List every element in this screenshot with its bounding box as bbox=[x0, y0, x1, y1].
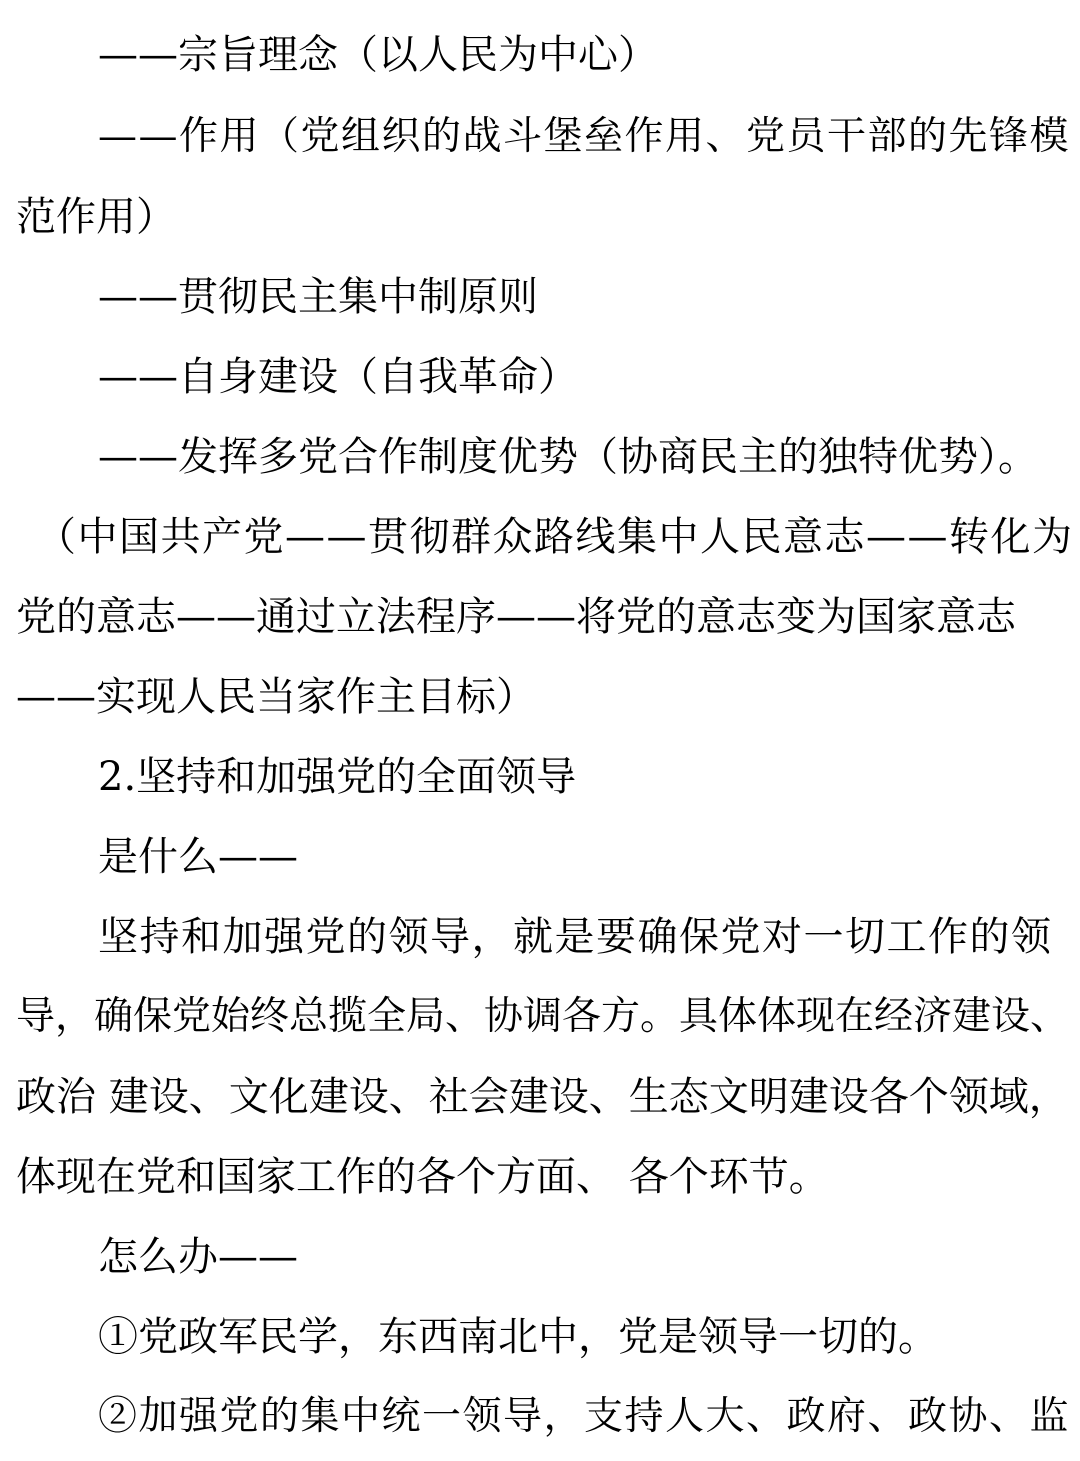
text-line-leadership-2: 导，确保党始终总揽全局、协调各方。具体体现在经济建设、 bbox=[16, 994, 1070, 1039]
text-line-democratic-centralism: ——贯彻民主集中制原则 bbox=[98, 274, 538, 320]
list-item-2: ②加强党的集中统一领导，支持人大、政府、政协、监 bbox=[98, 1394, 1071, 1439]
text-line-mission: ——宗旨理念（以人民为中心） bbox=[98, 32, 658, 78]
text-line-self-building: ——自身建设（自我革命） bbox=[98, 354, 578, 400]
text-line-leadership-3: 政治 建设、文化建设、社会建设、生态文明建设各个领域， bbox=[16, 1074, 1069, 1120]
text-line-leadership-4: 体现在党和国家工作的各个方面、 各个环节。 bbox=[16, 1154, 829, 1200]
subheading-what: 是什么—— bbox=[98, 834, 298, 880]
text-line-process-1: （中国共产党——贯彻群众路线集中人民意志——转化为 bbox=[36, 514, 1074, 560]
text-line-role: ——作用（党组织的战斗堡垒作用、党员干部的先锋模 bbox=[98, 114, 1071, 159]
text-line-multi-party: ——发挥多党合作制度优势（协商民主的独特优势）。 bbox=[98, 434, 1038, 480]
section-heading: 2.坚持和加强党的全面领导 bbox=[98, 754, 577, 800]
text-line-leadership-1: 坚持和加强党的领导，就是要确保党对一切工作的领 bbox=[98, 914, 1053, 960]
text-line-role-cont: 范作用） bbox=[16, 194, 176, 240]
text-line-process-2: 党的意志——通过立法程序——将党的意志变为国家意志 bbox=[16, 594, 1016, 640]
subheading-how: 怎么办—— bbox=[98, 1234, 298, 1280]
text-line-process-3: ——实现人民当家作主目标） bbox=[16, 674, 536, 720]
list-item-1: ①党政军民学，东西南北中，党是领导一切的。 bbox=[98, 1314, 938, 1360]
